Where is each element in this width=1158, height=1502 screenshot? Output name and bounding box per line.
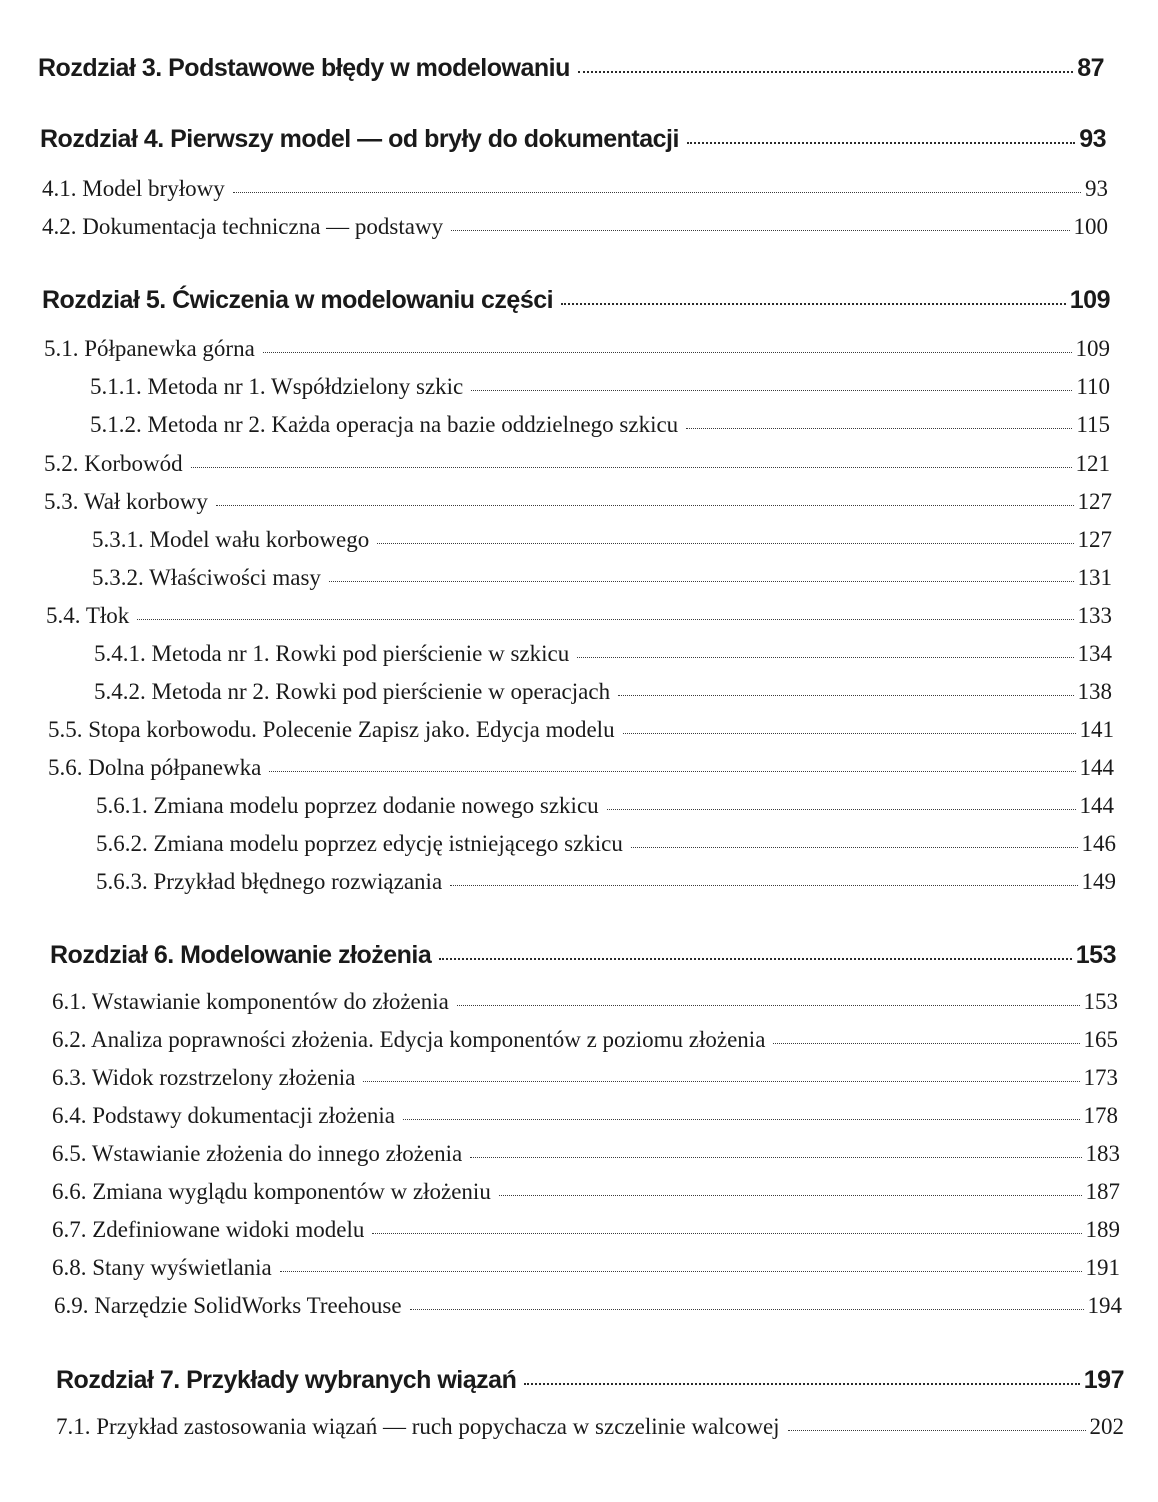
toc-section-entry: [56, 1414, 1124, 1440]
section-title: 6.5. Wstawianie złożenia do innego złożenia: [52, 1141, 463, 1166]
dot-leader: [269, 771, 1075, 772]
subsection-title: 5.1.1. Metoda nr 1. Współdzielony szkic: [90, 374, 464, 399]
chapter-title: Rozdział 4. Pierwszy model — od bryły do dokumentacji: [40, 125, 679, 153]
section-title: 5.6. Dolna półpanewka: [48, 755, 262, 780]
toc-section-entry: [44, 451, 1110, 477]
subsection-title: 5.6.1. Zmiana modelu poprzez dodanie nowego szkicu: [96, 793, 599, 818]
toc-subsection-entry: [96, 869, 1116, 895]
page-number: 87: [1077, 54, 1104, 82]
page-number: 183: [1085, 1141, 1120, 1166]
toc-section-entry: [52, 1141, 1120, 1167]
page-number: 121: [1075, 451, 1110, 476]
page-number: 127: [1077, 489, 1112, 514]
chapter-title: Rozdział 7. Przykłady wybranych wiązań: [56, 1366, 517, 1394]
toc-chapter-entry: [50, 941, 1116, 970]
dot-leader: [686, 428, 1072, 429]
toc-subsection-entry: [94, 679, 1112, 705]
toc-subsection-entry: [92, 565, 1112, 591]
section-title: 6.4. Podstawy dokumentacji złożenia: [52, 1103, 396, 1128]
toc-section-entry: [52, 989, 1118, 1015]
page-number: 127: [1077, 527, 1112, 552]
toc-subsection-entry: [96, 831, 1116, 857]
dot-leader: [788, 1430, 1086, 1431]
section-title: 5.2. Korbowód: [44, 451, 183, 476]
page-number: 110: [1076, 374, 1110, 399]
dot-leader: [451, 230, 1069, 231]
section-title: 5.4. Tłok: [46, 603, 130, 628]
chapter-title: Rozdział 3. Podstawowe błędy w modelowaniu: [38, 54, 570, 82]
dot-leader: [450, 885, 1077, 886]
chapter-title: Rozdział 6. Modelowanie złożenia: [50, 941, 432, 969]
toc-section-entry: [52, 1217, 1120, 1243]
page-number: 191: [1085, 1255, 1120, 1280]
section-title: 7.1. Przykład zastosowania wiązań — ruch popychacza w szczelinie walcowej: [56, 1414, 780, 1439]
toc-section-entry: [48, 755, 1114, 781]
dot-leader: [280, 1271, 1082, 1272]
page-number: 109: [1075, 336, 1110, 361]
dot-leader: [363, 1081, 1079, 1082]
subsection-title: 5.6.3. Przykład błędnego rozwiązania: [96, 869, 443, 894]
dot-leader: [410, 1309, 1084, 1310]
dot-leader: [403, 1119, 1079, 1120]
section-title: 6.9. Narzędzie SolidWorks Treehouse: [54, 1293, 402, 1318]
page-number: 153: [1083, 989, 1118, 1014]
page-number: 109: [1069, 286, 1110, 314]
page-number: 93: [1085, 176, 1108, 201]
toc-section-entry: [52, 1103, 1118, 1129]
toc-section-entry: [42, 214, 1108, 240]
subsection-title: 5.1.2. Metoda nr 2. Każda operacja na bazie oddzielnego szkicu: [90, 412, 679, 437]
page-number: 153: [1075, 941, 1116, 969]
dot-leader: [329, 581, 1074, 582]
page-number: 178: [1083, 1103, 1118, 1128]
page-number: 146: [1081, 831, 1116, 856]
section-title: 5.1. Półpanewka górna: [44, 336, 255, 361]
dot-leader: [137, 619, 1073, 620]
toc-chapter-entry: [40, 125, 1106, 154]
toc-section-entry: [42, 176, 1108, 202]
page-number: 141: [1079, 717, 1114, 742]
dot-leader: [561, 303, 1066, 305]
chapter-title: Rozdział 5. Ćwiczenia w modelowaniu części: [42, 286, 554, 314]
subsection-title: 5.3.1. Model wału korbowego: [92, 527, 370, 552]
page-number: 173: [1083, 1065, 1118, 1090]
page-number: 93: [1079, 125, 1106, 153]
dot-leader: [499, 1195, 1082, 1196]
page-number: 134: [1077, 641, 1112, 666]
subsection-title: 5.4.1. Metoda nr 1. Rowki pod pierścienie w szkicu: [94, 641, 570, 666]
page-number: 131: [1077, 565, 1112, 590]
dot-leader: [631, 847, 1078, 848]
toc-section-entry: [54, 1293, 1122, 1319]
dot-leader: [618, 695, 1073, 696]
page-number: 197: [1083, 1366, 1124, 1394]
dot-leader: [233, 192, 1081, 193]
toc-section-entry: [52, 1255, 1120, 1281]
toc-section-entry: [46, 603, 1112, 629]
toc-section-entry: [52, 1179, 1120, 1205]
dot-leader: [577, 657, 1073, 658]
dot-leader: [191, 467, 1072, 468]
dot-leader: [470, 1157, 1081, 1158]
dot-leader: [377, 543, 1073, 544]
page-number: 133: [1077, 603, 1112, 628]
page-number: 149: [1081, 869, 1116, 894]
toc-subsection-entry: [94, 641, 1112, 667]
page-number: 138: [1077, 679, 1112, 704]
toc-chapter-entry: [38, 54, 1104, 83]
section-title: 4.2. Dokumentacja techniczna — podstawy: [42, 214, 444, 239]
section-title: 6.7. Zdefiniowane widoki modelu: [52, 1217, 365, 1242]
toc-chapter-entry: [42, 286, 1110, 315]
dot-leader: [524, 1383, 1079, 1385]
dot-leader: [457, 1005, 1080, 1006]
dot-leader: [607, 809, 1076, 810]
dot-leader: [578, 71, 1073, 73]
page-number: 189: [1085, 1217, 1120, 1242]
toc-section-entry: [44, 336, 1110, 362]
section-title: 6.6. Zmiana wyglądu komponentów w złożeniu: [52, 1179, 491, 1204]
toc-subsection-entry: [92, 527, 1112, 553]
dot-leader: [687, 142, 1075, 144]
section-title: 6.1. Wstawianie komponentów do złożenia: [52, 989, 449, 1014]
toc-subsection-entry: [96, 793, 1114, 819]
toc-subsection-entry: [90, 412, 1110, 438]
toc-section-entry: [52, 1027, 1118, 1053]
section-title: 6.2. Analiza poprawności złożenia. Edycja komponentów z poziomu złożenia: [52, 1027, 766, 1052]
dot-leader: [471, 390, 1072, 391]
dot-leader: [372, 1233, 1081, 1234]
subsection-title: 5.3.2. Właściwości masy: [92, 565, 321, 590]
toc-chapter-entry: [56, 1366, 1124, 1395]
dot-leader: [439, 958, 1072, 960]
section-title: 6.8. Stany wyświetlania: [52, 1255, 272, 1280]
section-title: 5.5. Stopa korbowodu. Polecenie Zapisz jako. Edycja modelu: [48, 717, 615, 742]
section-title: 5.3. Wał korbowy: [44, 489, 208, 514]
page-number: 144: [1079, 793, 1114, 818]
toc-section-entry: [48, 717, 1114, 743]
page-number: 194: [1087, 1293, 1122, 1318]
page-number: 165: [1083, 1027, 1118, 1052]
dot-leader: [623, 733, 1076, 734]
page-number: 202: [1089, 1414, 1124, 1439]
dot-leader: [216, 505, 1074, 506]
page-number: 144: [1079, 755, 1114, 780]
subsection-title: 5.4.2. Metoda nr 2. Rowki pod pierścienie w operacjach: [94, 679, 611, 704]
toc-section-entry: [44, 489, 1112, 515]
page-number: 115: [1076, 412, 1110, 437]
page-number: 187: [1085, 1179, 1120, 1204]
subsection-title: 5.6.2. Zmiana modelu poprzez edycję istniejącego szkicu: [96, 831, 623, 856]
page-number: 100: [1073, 214, 1108, 239]
section-title: 4.1. Model bryłowy: [42, 176, 225, 201]
dot-leader: [773, 1043, 1079, 1044]
dot-leader: [263, 352, 1072, 353]
toc-subsection-entry: [90, 374, 1110, 400]
section-title: 6.3. Widok rozstrzelony złożenia: [52, 1065, 356, 1090]
toc-section-entry: [52, 1065, 1118, 1091]
